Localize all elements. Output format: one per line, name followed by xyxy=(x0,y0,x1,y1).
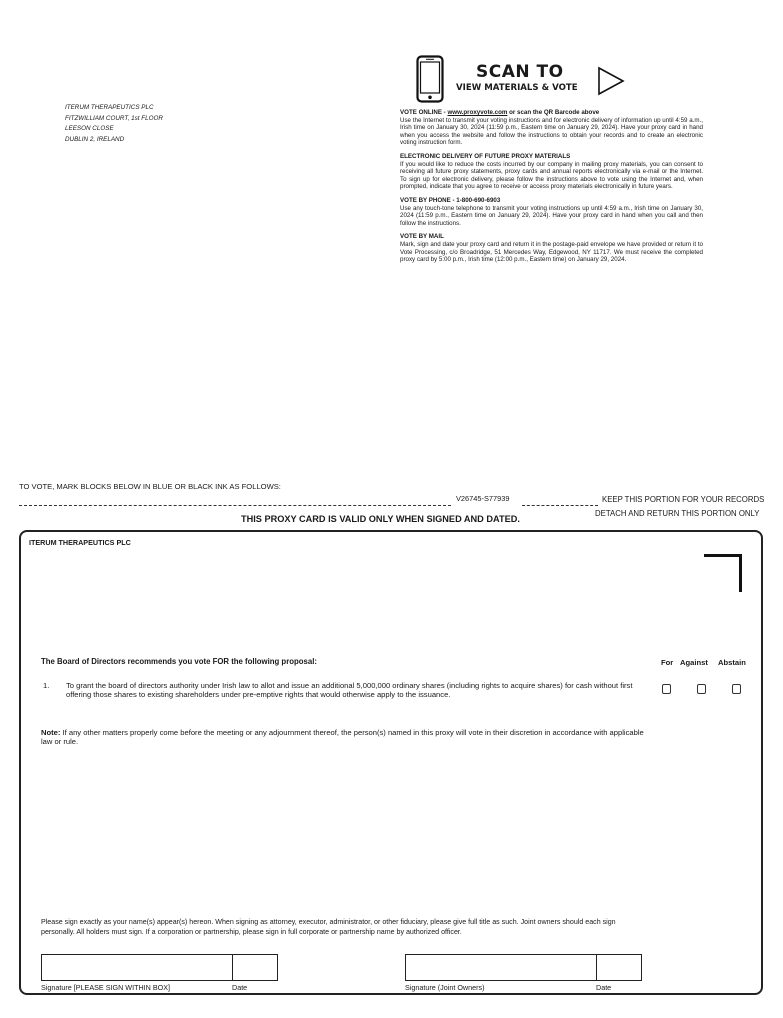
voting-instructions xyxy=(400,109,703,270)
vote-phone-heading: VOTE BY PHONE - 1-800-690-6903 xyxy=(400,196,501,204)
vote-phone-body: Use any touch-tone telephone to transmit your voting instructions up until 4:59 a.m., Irish time on January 30, 2024 (11:59 p.m., Eastern time on January 29, 2024). Have your proxy card in hand when you call and then follow the instructions. xyxy=(400,204,703,227)
keep-portion-label: KEEP THIS PORTION FOR YOUR RECORDS xyxy=(602,495,765,504)
note-paragraph xyxy=(41,728,646,746)
play-arrow-icon xyxy=(597,66,625,96)
signature-box[interactable] xyxy=(41,954,233,981)
vote-online-heading: VOTE ONLINE - www.proxyvote.com or scan the QR Barcode above xyxy=(400,109,600,116)
address-line-city: DUBLIN 2, IRELAND xyxy=(65,135,125,143)
electronic-delivery-body: If you would like to reduce the costs incurred by our company in mailing proxy materials, you can consent to receiving all future proxy statements, proxy cards and annual reports electronically via e-mail or the Internet. To sign up for electronic delivery, please follow the instructions above to vote using the Internet and, when prompted, indicate that you agree to receive or access proxy materials electronically in future years. xyxy=(400,160,703,191)
column-against: Against xyxy=(680,658,708,667)
proxy-card xyxy=(19,530,763,995)
address-line-street: FITZWILLIAM COURT, 1st FLOOR xyxy=(65,114,163,122)
electronic-delivery-section xyxy=(400,153,703,191)
column-for: For xyxy=(661,658,674,667)
vote-phone-section xyxy=(400,197,703,227)
return-address xyxy=(65,103,163,145)
signature-date-label: Date xyxy=(232,983,248,992)
vote-for-checkbox[interactable] xyxy=(662,684,671,694)
column-abstain: Abstain xyxy=(718,658,746,667)
vote-mail-section xyxy=(400,233,703,263)
address-line-close: LEESON CLOSE xyxy=(65,125,114,133)
electronic-delivery-heading: ELECTRONIC DELIVERY OF FUTURE PROXY MATERIALS xyxy=(400,152,571,160)
signing-instructions: Please sign exactly as your name(s) appear(s) hereon. When signing as attorney, executor, administrator, or other fiduciary, please give full title as such. Joint owners should each sign personally. All holders must sign. If a corporation or partnership, please sign in full corporate or partnership name by authorized officer. xyxy=(41,918,616,936)
vote-online-section xyxy=(400,109,703,147)
tear-line-right xyxy=(522,505,598,506)
tear-line-left xyxy=(19,505,451,506)
signature-label: Signature [PLEASE SIGN WITHIN BOX] xyxy=(41,983,171,992)
joint-date-box[interactable] xyxy=(596,954,642,981)
vote-mail-heading: VOTE BY MAIL xyxy=(400,233,444,241)
joint-signature-label: Signature (Joint Owners) xyxy=(405,983,485,992)
signature-date-box[interactable] xyxy=(232,954,278,981)
control-number: V26745-S77939 xyxy=(456,494,510,503)
detach-portion-label: DETACH AND RETURN THIS PORTION ONLY xyxy=(595,509,760,518)
vote-against-checkbox[interactable] xyxy=(697,684,706,694)
vote-online-body: Use the Internet to transmit your voting instructions and for electronic delivery of information up until 4:59 a.m., Irish time on January 30, 2024 (11:59 p.m., Eastern time on January 29, 2024). Have your proxy card in hand when you access the website and follow the instructions to obtain your records and to create an electronic voting instruction form. xyxy=(400,116,703,147)
note-label: Note: xyxy=(41,728,61,737)
vote-abstain-checkbox[interactable] xyxy=(732,684,741,694)
scan-subtitle: VIEW MATERIALS & VOTE xyxy=(456,83,578,93)
board-recommendation: The Board of Directors recommends you vote FOR the following proposal: xyxy=(41,657,317,666)
vote-mail-body: Mark, sign and date your proxy card and return it in the postage-paid envelope we have provided or return it to Vote Processing, c/o Broadridge, 51 Mercedes Way, Edgewood, NY 11717. We must receive the completed proxy card by 5:00 p.m., Irish time (12:00 p.m., Eastern time) on January 29, 2024. xyxy=(400,240,703,264)
registration-corner-mark xyxy=(704,554,742,592)
scan-title: SCAN TO xyxy=(476,62,564,82)
mark-instructions: TO VOTE, MARK BLOCKS BELOW IN BLUE OR BLACK INK AS FOLLOWS: xyxy=(19,482,281,491)
note-text: If any other matters properly come before the meeting or any adjournment thereof, the person(s) named in this proxy will vote in their discretion in accordance with applicable law or rule. xyxy=(41,728,644,746)
joint-date-label: Date xyxy=(596,983,612,992)
phone-icon xyxy=(416,55,444,103)
proposal-number: 1. xyxy=(43,681,50,690)
address-line-company: ITERUM THERAPEUTICS PLC xyxy=(65,104,154,111)
joint-signature-box[interactable] xyxy=(405,954,597,981)
valid-only-notice: THIS PROXY CARD IS VALID ONLY WHEN SIGNED AND DATED. xyxy=(241,514,520,524)
proxyvote-link[interactable]: www.proxyvote.com xyxy=(447,109,508,116)
card-company-name: ITERUM THERAPEUTICS PLC xyxy=(29,538,131,547)
proposal-text: To grant the board of directors authority under Irish law to allot and issue an additional 5,000,000 ordinary shares (including rights to acquire shares) for cash without first offering those shares to existing shareholders under pre-emptive rights that would otherwise apply to the issuance. xyxy=(66,681,633,699)
